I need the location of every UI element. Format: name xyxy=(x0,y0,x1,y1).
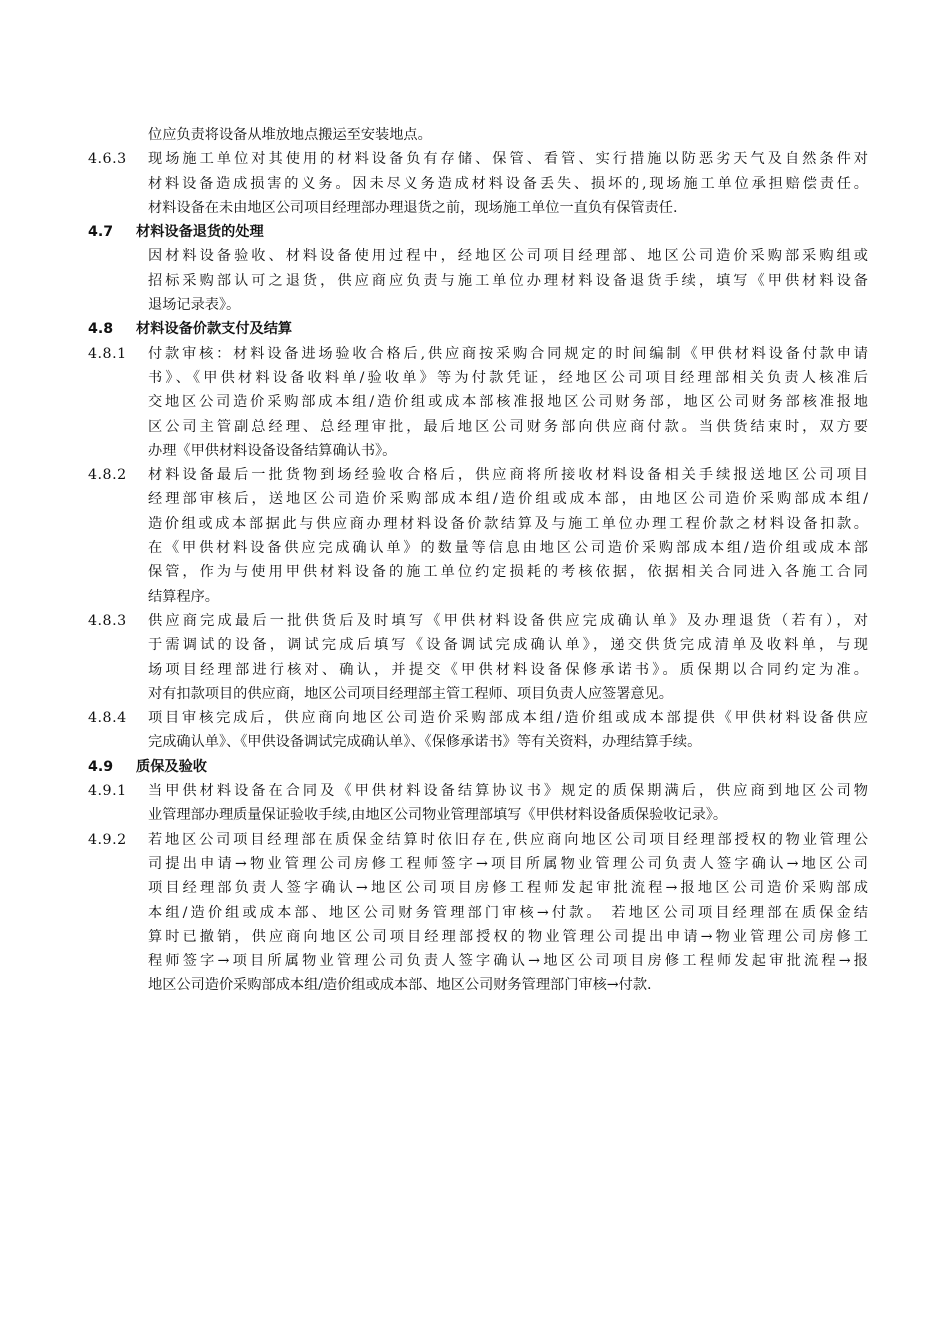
clause-body xyxy=(148,463,868,609)
paragraph-line: 程师签字→项目所属物业管理公司负责人签字确认→地区公司项目房修工程师发起审批流程→报 xyxy=(148,953,868,970)
paragraph-line: 场项目经理部进行核对、确认，并提交《甲供材料设备保修承诺书》。质保期以合同约定为准。 xyxy=(148,661,868,678)
clause-body xyxy=(148,147,868,220)
paragraph-line: 区公司主管副总经理、总经理审批，最后地区公司财务部向供应商付款。当供货结束时，双方要 xyxy=(148,418,868,435)
clause-body xyxy=(148,342,868,463)
section-4-7-paragraph xyxy=(88,244,868,317)
paragraph-line: 因材料设备验收、材料设备使用过程中，经地区公司项目经理部、地区公司造价采购部采购组或 xyxy=(148,248,868,265)
paragraph-line: 项目审核完成后，供应商向地区公司造价采购部成本组/造价组或成本部提供《甲供材料设备供应 xyxy=(148,710,868,727)
paragraph-line: 于需调试的设备，调试完成后填写《设备调试完成确认单》，递交供货完成清单及收料单，与现 xyxy=(148,637,868,654)
clause-number: 4.8.1 xyxy=(88,345,127,362)
paragraph-line: 业管理部办理质量保证验收手续,由地区公司物业管理部填写《甲供材料设备质保验收记录》。 xyxy=(148,807,728,824)
clause-body xyxy=(148,779,868,828)
clause-4-8-2 xyxy=(88,463,868,609)
clause-4-6-3 xyxy=(88,147,868,220)
section-title: 质保及验收 xyxy=(136,758,207,775)
clause-number: 4.8.4 xyxy=(88,710,127,727)
clause-number: 4.6.3 xyxy=(88,151,127,168)
paragraph-line: 供应商完成最后一批供货后及时填写《甲供材料设备供应完成确认单》及办理退货（若有），对 xyxy=(148,612,868,629)
clause-4-9-1 xyxy=(88,779,868,828)
clause-body xyxy=(148,706,868,755)
paragraph-line: 在《甲供材料设备供应完成确认单》的数量等信息由地区公司造价采购部成本组/造价组或成本部 xyxy=(148,540,868,557)
paragraph-line: 现场施工单位对其使用的材料设备负有存储、保管、看管、实行措施以防恶劣天气及自然条件对 xyxy=(148,151,868,168)
clause-4-8-4 xyxy=(88,706,868,755)
clause-body xyxy=(148,609,868,706)
section-heading-4-7 xyxy=(88,220,868,244)
section-number: 4.8 xyxy=(88,321,114,338)
paragraph-line: 书》、《甲供材料设备收料单/验收单》等为付款凭证，经地区公司项目经理部相关负责人核准后 xyxy=(148,369,868,386)
paragraph-line: 对有扣款项目的供应商，地区公司项目经理部主管工程师、项目负责人应签署意见。 xyxy=(148,685,673,702)
section-number: 4.7 xyxy=(88,224,114,241)
paragraph-line: 当甲供材料设备在合同及《甲供材料设备结算协议书》规定的质保期满后，供应商到地区公司物 xyxy=(148,783,868,800)
paragraph-line: 保管，作为与使用甲供材料设备的施工单位约定损耗的考核依据，依据相关合同进入各施工合同 xyxy=(148,564,868,581)
paragraph-line: 算时已撤销，供应商向地区公司项目经理部授权的物业管理公司提出申请→物业管理公司房修工 xyxy=(148,928,868,945)
paragraph-line: 结算程序。 xyxy=(148,588,219,605)
clause-number: 4.9.2 xyxy=(88,831,127,848)
clause-number: 4.8.2 xyxy=(88,467,127,484)
paragraph-line: 位应负责将设备从堆放地点搬运至安装地点。 xyxy=(148,127,432,143)
clause-body xyxy=(148,828,868,998)
clause-number: 4.9.1 xyxy=(88,783,127,800)
paragraph-line: 付款审核：材料设备进场验收合格后,供应商按采购合同规定的时间编制《甲供材料设备付款申请 xyxy=(148,345,868,362)
section-heading-4-8 xyxy=(88,317,868,341)
paragraph-line: 招标采购部认可之退货，供应商应负责与施工单位办理材料设备退货手续，填写《甲供材料设备 xyxy=(148,272,868,289)
section-title: 材料设备退货的处理 xyxy=(136,224,264,241)
paragraph-line: 材料设备造成损害的义务。因未尽义务造成材料设备丢失、损坏的,现场施工单位承担赔偿责任。 xyxy=(148,175,868,192)
clause-4-9-2 xyxy=(88,828,868,998)
paragraph-line: 退场记录表》。 xyxy=(148,297,241,314)
paragraph-line: 地区公司造价采购部成本组/造价组或成本部、地区公司财务管理部门审核→付款. xyxy=(148,977,652,994)
clause-4-8-3 xyxy=(88,609,868,706)
clause-body xyxy=(148,244,868,317)
paragraph-line: 本组/造价组或成本部、地区公司财务管理部门审核→付款。 若地区公司项目经理部在质保金结 xyxy=(148,904,868,921)
paragraph-line: 项目经理部负责人签字确认→地区公司项目房修工程师发起审批流程→报地区公司造价采购部成 xyxy=(148,880,868,897)
clause-number: 4.8.3 xyxy=(88,612,127,629)
paragraph-line: 办理《甲供材料设备设备结算确认书》。 xyxy=(148,442,397,459)
paragraph-line: 完成确认单》、《甲供设备调试完成确认单》、《保修承诺书》等有关资料，办理结算手续。 xyxy=(148,734,702,751)
continuation-paragraph xyxy=(88,123,868,147)
document-content xyxy=(88,123,868,998)
paragraph-line: 材料设备最后一批货物到场经验收合格后，供应商将所接收材料设备相关手续报送地区公司项目 xyxy=(148,467,868,484)
paragraph-line: 交地区公司造价采购部成本组/造价组或成本部核准报地区公司财务部，地区公司财务部核准报地 xyxy=(148,394,868,411)
paragraph-line: 造价组或成本部据此与供应商办理材料设备价款结算及与施工单位办理工程价款之材料设备扣款。 xyxy=(148,515,868,532)
section-number: 4.9 xyxy=(88,758,114,775)
section-title: 材料设备价款支付及结算 xyxy=(136,321,293,338)
paragraph-line: 经理部审核后，送地区公司造价采购部成本组/造价组或成本部，由地区公司造价采购部成本组/ xyxy=(148,491,868,508)
paragraph-line: 司提出申请→物业管理公司房修工程师签字→项目所属物业管理公司负责人签字确认→地区公司 xyxy=(148,855,868,872)
section-heading-4-9 xyxy=(88,755,868,779)
paragraph-line: 材料设备在未由地区公司项目经理部办理退货之前，现场施工单位一直负有保管责任. xyxy=(148,199,678,216)
clause-4-8-1 xyxy=(88,342,868,463)
paragraph-line: 若地区公司项目经理部在质保金结算时依旧存在,供应商向地区公司项目经理部授权的物业管理公 xyxy=(148,831,868,848)
